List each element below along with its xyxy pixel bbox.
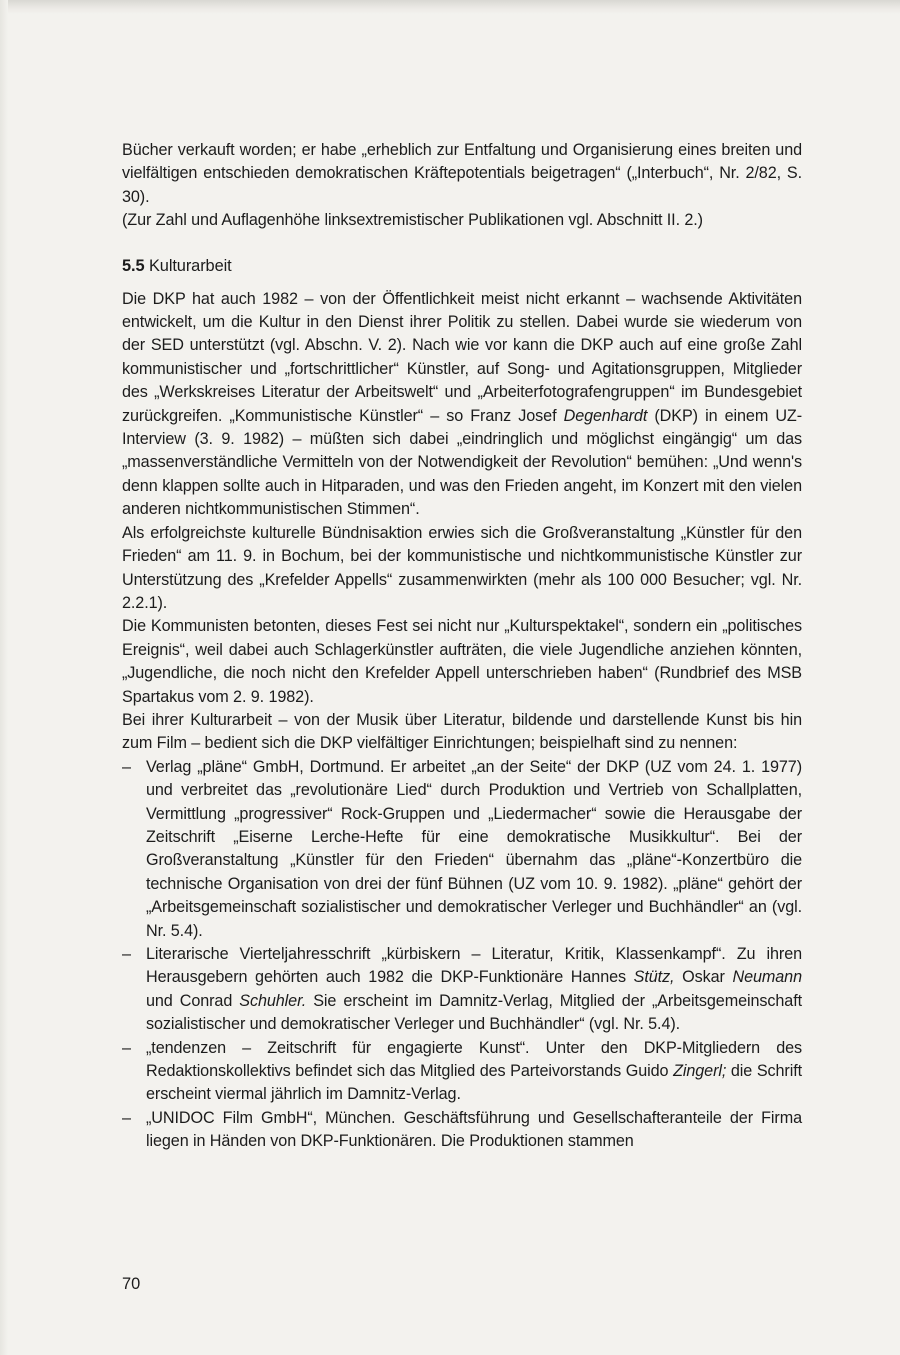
person-name-degenhardt: Degenhardt — [563, 406, 648, 425]
person-name-neumann: Neumann — [732, 968, 802, 987]
list-dash: – — [122, 1038, 131, 1057]
scan-top-edge — [0, 0, 900, 14]
body-paragraph-1-text-a: Die DKP hat auch 1982 – von der Öffentlichkeit meist nicht erkannt – wachsende Aktivitäten entwickelt, um die Kultur in den Dienst ihrer Politik zu stellen. Dabei wurde sie wiederum von der SED unterstützt (vgl. Abschn. V. 2). Nach wie vor kann die DKP auch auf eine große Zahl kommunistischer und „fortschrittlicher“ Künstler, auf Song- und Agitationsgruppen, Mitglieder des „Werkskreises Literatur der Arbeitswelt“ und „Arbeiterfotografengruppen“ im Bundesgebiet zurückgreifen. „Kommunistische Künstler“ – so Franz Josef — [122, 289, 802, 425]
list-dash: – — [122, 1108, 131, 1127]
person-name-stuetz: Stütz, — [633, 968, 675, 987]
list-item-plaene — [122, 756, 802, 943]
list-item-text-b: die Schrift erscheint viermal jährlich im Damnitz-Verlag. — [146, 1062, 802, 1104]
body-paragraph-1 — [122, 288, 802, 522]
list-dash: – — [122, 945, 131, 963]
person-name-schuhler: Schuhler. — [239, 991, 307, 1010]
body-paragraph-1-text-b: (DKP) in einem UZ-Interview (3. 9. 1982) – müßten sich dabei „eindringlich und möglichst eingängig“ um das „massenverständliche Vermitteln von der Notwendigkeit der Revolution“ bemühen: „Und wenn's denn klappen sollte auch in Hitparaden, und was den Frieden angeht, im Konzert mit den vielen anderen nichtkommunistischen Stimmen“. — [122, 406, 803, 519]
scan-left-shadow — [0, 0, 8, 1355]
section-number: 5.5 — [122, 256, 145, 275]
list-item-text-d: Sie erscheint im Damnitz-Verlag, Mitglied der „Arbeitsgemeinschaft sozialistischer und demokratischer Verleger und Buchhändler“ (vgl. Nr. 5.4). — [146, 991, 802, 1034]
list-item-tendenzen — [122, 1037, 802, 1107]
list-item-unidoc — [122, 1107, 802, 1154]
list-item-text-c: und Conrad — [146, 991, 240, 1010]
page-number: 70 — [122, 1275, 141, 1293]
list-item-text: Verlag „pläne“ GmbH, Dortmund. Er arbeitet „an der Seite“ der DKP (UZ vom 24. 1. 1977) und verbreitet das „revolutionäre Lied“ durch Produktion und Vertrieb von Schallplatten, Vermittlung „progressiver“ Rock-Gruppen und „Liedermacher“ sowie die Herausgabe der Zeitschrift „Eiserne Lerche-Hefte für eine demokratische Musikkultur“. Bei der Großveranstaltung „Künstler für den Frieden“ übernahm das „pläne“-Konzertbüro die technische Organisation von drei der fünf Bühnen (UZ vom 10. 9. 1982). „pläne“ gehört der „Arbeitsgemeinschaft sozialistischer und demokratischer Verleger und Buchhändler“ an (vgl. Nr. 5.4). — [146, 757, 802, 940]
body-paragraph-3: Die Kommunisten betonten, dieses Fest sei nicht nur „Kulturspektakel“, sondern ein „politisches Ereignis“, weil dabei auch Schlagerkünstler aufträten, die viele Jugendliche anziehen könnten, „Jugendliche, die noch nicht den Krefelder Appell unterschrieben haben“ (Rundbrief des MSB Spartakus vom 2. 9. 1982). — [122, 617, 802, 706]
list-item-text: „UNIDOC Film GmbH“, München. Geschäftsführung und Gesellschafteranteile der Firma liegen in Händen von DKP-Funktionären. Die Produktionen stammen — [146, 1108, 802, 1151]
intro-paragraph-2: (Zur Zahl und Auflagenhöhe linksextremistischer Publikationen vgl. Abschnitt II. 2.) — [122, 211, 703, 230]
section-title: Kulturarbeit — [148, 256, 232, 275]
section-heading — [122, 255, 802, 278]
list-item-text-b: Oskar — [674, 968, 733, 987]
intro-paragraph-1: Bücher verkauft worden; er habe „erheblich zur Entfaltung und Organisierung eines breiten und vielfältigen entschieden demokratischen Kräftepotentials beigetragen“ („Interbuch“, Nr. 2/82, S. 30). — [122, 141, 802, 206]
organization-list — [122, 756, 802, 1154]
body-paragraph-4: Bei ihrer Kulturarbeit – von der Musik über Literatur, bildende und darstellende Kunst bis hin zum Film – bedient sich die DKP vielfältiger Einrichtungen; beispielhaft sind zu nennen: — [122, 710, 802, 753]
list-dash: – — [122, 757, 131, 776]
list-item-text-a: „tendenzen – Zeitschrift für engagierte Kunst“. Unter den DKP-Mitgliedern des Redaktionskollektivs befindet sich das Mitglied des Parteivorstands Guido — [146, 1038, 802, 1081]
list-item-text-a: Literarische Vierteljahresschrift „kürbiskern – Literatur, Kritik, Klassenkampf“. Zu ihren Herausgebern gehörten auch 1982 die DKP-Funktionäre Hannes — [146, 945, 802, 987]
body-paragraph-2: Als erfolgreichste kulturelle Bündnisaktion erwies sich die Großveranstaltung „Künstler für den Frieden“ am 11. 9. in Bochum, bei der kommunistische und nichtkommunistische Künstler zur Unterstützung des „Krefelder Appells“ zusammenwirkten (mehr als 100 000 Besucher; vgl. Nr. 2.2.1). — [122, 523, 802, 612]
document-page — [122, 139, 802, 1154]
person-name-zingerl: Zingerl; — [673, 1062, 727, 1081]
list-item-kuerbiskern — [122, 943, 802, 1037]
